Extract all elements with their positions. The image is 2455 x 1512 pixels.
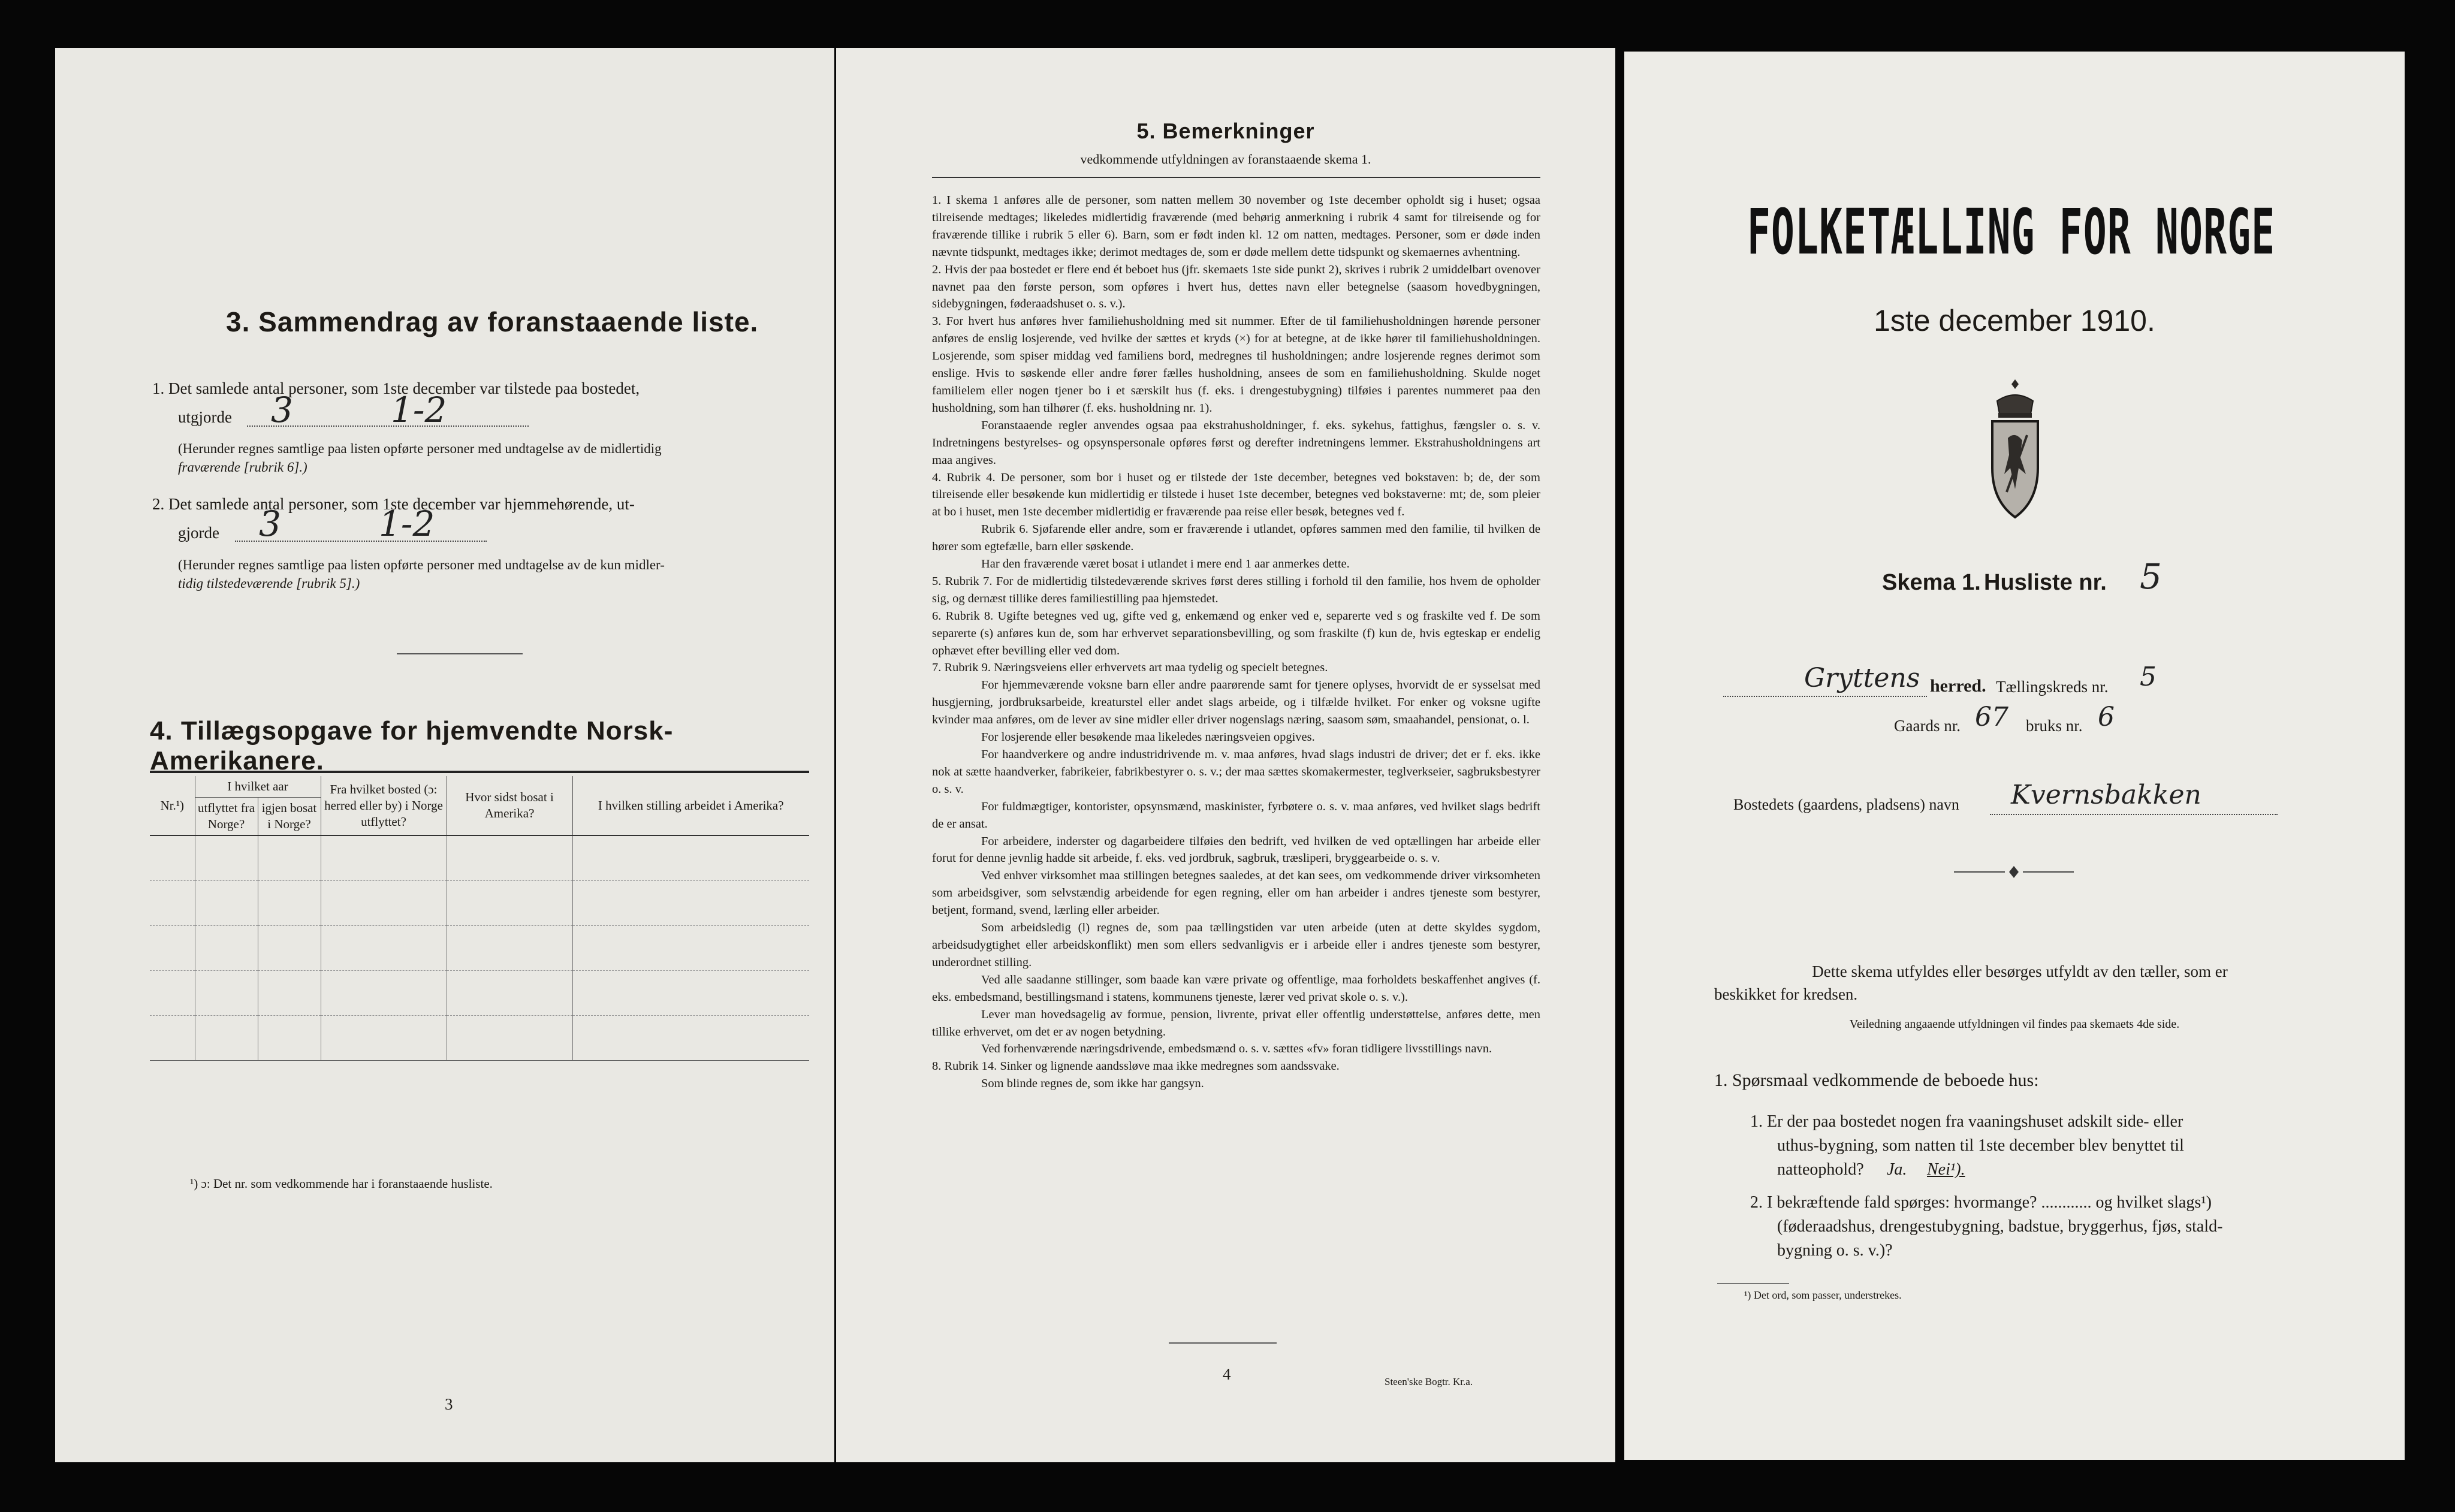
remark-2: 2. Hvis der paa bostedet er flere end ét beboet hus (jfr. skemaets 1ste side punkt 2), skrives i rubrik 2 umiddelbart ovenover navnet paa den første person, som opføres i hvert hus, dettes navn eller betegnelse (saasom hovedbygningen, sidebygningen, føderaadshuset o. s. v.). [932,262,1540,311]
section-3-title: 3. Sammendrag av foranstaaende liste. [226,306,759,337]
q2-line1: 2. I bekræftende fald spørges: hvormange? ............ og hvilket slags¹) [1750,1193,2212,1212]
printer-mark: Steen'ske Bogtr. Kr.a. [1385,1376,1473,1387]
intro-line1: Dette skema utfyldes eller besørges utfyldt av den tæller, som er [1812,962,2228,980]
q1-line1: 1. Er der paa bostedet nogen fra vaaningshuset adskilt side- eller [1750,1112,2183,1131]
bruks-label: bruks nr. [2026,717,2083,735]
remark-7f: For arbeidere, inderster og dagarbeidere tilføies den bedrift, ved hvilken de ved optællingen har arbeide eller forut for denne jevnlig hadde sit arbeide, f. eks. ved jordbruk, sagbruk, træsliperi, bryggearbeide o. s. v. [932,834,1540,865]
item1-handwritten-split: 1-2 [391,390,447,430]
bosted-label: Bostedets (gaardens, pladsens) navn [1733,796,1959,813]
remark-7d: For haandverkere og andre industridrivende m. v. maa anføres, hvad slags industri de driver; det er f. eks. ikke nok at sætte haandverker, fabrikeier, fabrikbestyrer o. s. v.; der maa sættes skomakermester, teglverkseier, sagbruksbestyrer o. s. v. [932,748,1540,796]
q1-option-nei: Nei¹). [1927,1160,1965,1179]
q2-line3: bygning o. s. v.)? [1777,1241,1893,1260]
item2-note-line2: tidig tilstedeværende [rubrik 5].) [178,576,360,591]
remark-4b: Rubrik 6. Sjøfarende eller andre, som er fraværende i utlandet, opføres sammen med den familie, til hvilken de hører som egtefælle, barn eller søskende. [932,523,1540,554]
table-row [150,971,809,1016]
bruks-handwritten: 6 [2098,702,2115,732]
table-row [150,881,809,926]
veiledning-note: Veiledning angaaende utfyldningen vil findes paa skemaets 4de side. [1849,1018,2180,1031]
page-number: 3 [445,1395,453,1413]
table-row [150,835,809,881]
husliste-handwritten: 5 [2140,556,2162,597]
intro-line2: beskikket for kredsen. [1714,985,1858,1003]
cover-page [1624,52,2405,1460]
gaards-label: Gaards nr. [1894,717,1961,735]
skema-label: Skema 1. [1882,570,1981,595]
remarks-list [932,192,1540,1092]
divider [1169,1342,1277,1344]
herred-fill-line [1723,696,1927,697]
col-sidst-bosat: Hvor sidst bosat i Amerika? [447,776,572,835]
item1-note-line2: fraværende [rubrik 6].) [178,460,307,475]
coat-of-arms-icon [1984,378,2047,528]
item1-handwritten-count: 3 [271,390,293,430]
questions-heading: 1. Spørsmaal vedkommende de beboede hus: [1714,1070,2039,1090]
page-4 [836,48,1615,1462]
cover-date: 1ste december 1910. [1874,304,2155,337]
remark-5: 5. Rubrik 7. For de midlertidig tilstedeværende skrives først deres stilling i forhold til den familie, hos hvem de opholder sig, og dernæst tillike deres familiestilling paa hjemstedet. [932,574,1540,605]
item1-label: utgjorde [178,408,232,426]
remark-3: 3. For hvert hus anføres hver familiehusholdning med sit nummer. Efter de til familiehusholdningen hørende personer anføres de enslig losjerende, ved hvilke der sættes et kryds (×) for at betegne, at de ikke hører til familiehusholdningen. Losjerende, som spiser middag ved familiens bord, medregnes til husholdningen; andre losjerende regnes derimot som enslige. Hvis to søskende eller andre fører fælles husholdning, ansees de som en familiehusholdning. Skulde noget familielem eller nogen tjener bo i et særskilt hus (f. eks. i drengestubygning) tilføies i parentes nummeret paa den husholdning, som han tilhører (f. eks. husholdning nr. 1). [932,315,1540,415]
item2-handwritten-split: 1-2 [379,503,435,544]
q1-line2: uthus-bygning, som natten til 1ste december blev benyttet til [1777,1136,2184,1155]
herred-label: herred. [1930,676,1986,696]
remark-7g: Ved enhver virksomhet maa stillingen betegnes saaledes, at det kan sees, om vedkommende driver virksomheten som arbeidsgiver, som selvstændig arbeidende for egen regning, eller om han arbeider i andres tjeneste som bestyrer, betjent, formand, svend, lærling eller arbeider. [932,869,1540,918]
table-top-rule [150,771,809,773]
item2-label: gjorde [178,524,219,542]
remark-4: 4. Rubrik 4. De personer, som bor i huset og er tilstede der 1ste december, betegnes ved bokstaven: b; de, der som tilreisende eller besøkende kun midlertidig er tilstede i huset 1ste december, betegnes ved bokstaverne: mt; de, som pleier at bo i huset, men 1ste december midlertidig er fraværende paa reise eller besøk, betegnes ved f. [932,470,1540,519]
col-fra-bosted: Fra hvilket bosted (ɔ: herred eller by) i Norge utflyttet? [321,776,447,835]
gaards-handwritten: 67 [1975,702,2008,732]
remark-6: 6. Rubrik 8. Ugifte betegnes ved ug, gifte ved g, enkemænd og enker ved e, separerte ved s og fraskilte ved f. De som separerte (s) anføres kun de, som har erhvervet separationsbevilling, og som fraskilte (f) kun de, hvis egteskap er endelig ophævet efter bevilling eller ved dom. [932,609,1540,657]
remark-7b: For hjemmeværende voksne barn eller andre paarørende samt for tjenere oplyses, hvorvidt de er sysselsat med husgjerning, jordbruksarbeide, kreaturstel eller andet slags arbeide, og i tilfælde hvilket. For enker og voksne ugifte kvinder maa anføres, om de lever av sine midler eller driver nogenslags næring, saasom søm, smaahandel, pensionat, o. l. [932,678,1540,727]
footnote-rule [1717,1283,1789,1284]
table-row [150,926,809,971]
remarks-rule [932,177,1540,178]
col-hvilket-aar: I hvilket aar [195,776,321,798]
q1-line3: natteophold? [1777,1160,1864,1179]
remark-1: 1. I skema 1 anføres alle de personer, som natten mellem 30 november og 1ste december opholdt sig i huset; ogsaa tilreisende medtages; likeledes midlertidig fraværende (med behørig anmerkning i rubrik 4 samt for tilreisende og for fraværende tillike i rubrik 5 eller 6). Barn, som er født inden kl. 12 om natten, medtages. Personer, som er døde inden nævnte tidspunkt, medtages ikke; derimot medtages de, som er døde mellem dette tidspunkt og skemaernes avhentning. [932,194,1540,259]
item2-note-line1: (Herunder regnes samtlige paa listen opførte personer med undtagelse av de kun midler- [178,557,665,572]
item1-note-line1: (Herunder regnes samtlige paa listen opførte personer med undtagelse av de midlertidig [178,441,662,456]
remarks-subtitle: vedkommende utfyldningen av foranstaaende skema 1. [1080,152,1371,167]
remark-7h: Som arbeidsledig (l) regnes de, som paa tællingstiden var uten arbeide (uten at dette skyldes sygdom, arbeidsudygtighet eller arbeidskonflikt) men som ellers sedvanligvis er i arbeide eller i andres tjeneste som bestyrer, underordnet stilling. [932,921,1540,969]
page-3 [55,48,834,1462]
item1-line1: 1. Det samlede antal personer, som 1ste december var tilstede paa bostedet, [152,379,640,397]
cover-footnote: ¹) Det ord, som passer, understrekes. [1744,1289,1902,1301]
kreds-label: Tællingskreds nr. [1996,678,2109,696]
remark-7c: For losjerende eller besøkende maa likeledes næringsveien opgives. [981,731,1315,744]
norsk-amerikanere-table [150,776,809,1061]
q2-line2: (føderaadshus, drengestubygning, badstue, bryggerhus, fjøs, stald- [1777,1217,2223,1236]
item2-line1: 2. Det samlede antal personer, som 1ste december var hjemmehørende, ut- [152,495,635,513]
bosted-fill-line [1990,814,2278,815]
remark-7e: For fuldmægtiger, kontorister, opsynsmænd, maskinister, fyrbøtere o. s. v. maa anføres, ved hvilket slags bedrift de er ansat. [932,799,1540,831]
ornament-icon [1954,864,2074,882]
herred-handwritten: Gryttens [1804,663,1920,693]
q1-option-ja: Ja. [1887,1160,1907,1179]
husliste-label: Husliste nr. [1984,570,2107,595]
col-utflyttet: utflyttet fra Norge? [195,798,258,836]
col-igjen-bosat: igjen bosat i Norge? [258,798,321,836]
remark-3b: Foranstaaende regler anvendes ogsaa paa ekstrahusholdninger, f. eks. sykehus, fattighus, fængsler o. s. v. Indretningens bestyrelses- og opsynspersonale opføres først og derefter indretningens lemmer. Ekstrahusholdningens art maa angives. [932,418,1540,467]
col-stilling: I hvilken stilling arbeidet i Amerika? [572,776,809,835]
remark-8b: Som blinde regnes de, som ikke har gangsyn. [981,1077,1204,1091]
remark-4c: Har den fraværende været bosat i utlandet i mere end 1 aar anmerkes dette. [981,557,1350,571]
remark-7j: Lever man hovedsagelig av formue, pension, livrente, privat eller offentlig understøttelse, anføres dette, men tillike erhvervet, om det er av nogen betydning. [932,1007,1540,1039]
remark-8: 8. Rubrik 14. Sinker og lignende aandssløve maa ikke medregnes som aandssvake. [932,1060,1340,1073]
remark-7: 7. Rubrik 9. Næringsveiens eller erhvervets art maa tydelig og specielt betegnes. [932,661,1328,675]
bosted-handwritten: Kvernsbakken [2011,780,2201,810]
page-number: 4 [1223,1365,1231,1383]
table-row [150,1016,809,1061]
remark-7i: Ved alle saadanne stillinger, som baade kan være private og offentlige, maa forholdets beskaffenhet angives (f. eks. embedsmand, bestillingsmand i statens, kommunens tjeneste, lærer ved privat skole o. s. v.). [932,973,1540,1004]
footnote: ¹) ɔ: Det nr. som vedkommende har i foranstaaende husliste. [190,1176,493,1191]
kreds-handwritten: 5 [2140,662,2157,692]
section-4-title: 4. Tillægsopgave for hjemvendte Norsk-Amerikanere. [150,716,674,775]
remark-7k: Ved forhenværende næringsdrivende, embedsmænd o. s. v. sættes «fv» foran tidligere livsstillings navn. [981,1042,1492,1056]
col-nr: Nr.¹) [160,798,185,813]
cover-title: FOLKETÆLLING FOR NORGE [1747,195,2276,268]
remarks-title: 5. Bemerkninger [1136,119,1315,143]
item2-handwritten-count: 3 [259,503,281,544]
divider [397,653,523,654]
